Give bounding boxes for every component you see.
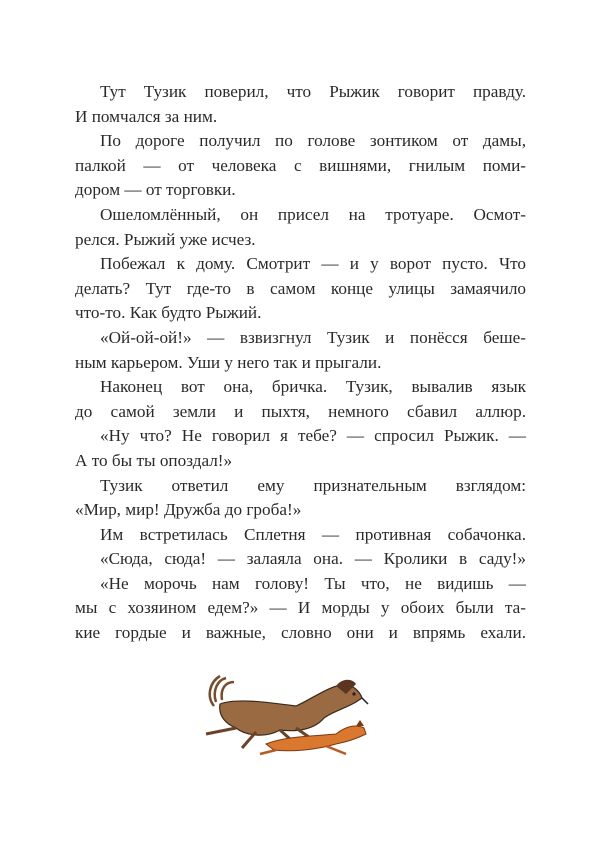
- paragraph: [75, 424, 526, 473]
- paragraph: [75, 80, 526, 129]
- text-line: А то бы ты опоздал!»: [75, 450, 233, 470]
- text-line: ным карьером. Уши у него так и прыгали.: [75, 352, 382, 372]
- text-line: Тут Тузик поверил, что Рыжик говорит правду.: [100, 82, 526, 101]
- text-line: Ошеломлённый, он присел на тротуаре. Осмот-: [100, 204, 526, 224]
- text-line: Наконец вот она, бричка. Тузик, вывалив язык: [100, 377, 526, 397]
- text-line: По дороге получил по голове зонтиком от дамы,: [100, 131, 526, 151]
- text-line: «Мир, мир! Дружба до гроба!»: [75, 500, 302, 520]
- text-line: «Не морочь нам голову! Ты что, не видишь —: [100, 573, 526, 593]
- running-dogs-illustration-icon: [196, 668, 380, 758]
- page-text: [75, 80, 526, 646]
- text-line: Им встретилась Сплетня — противная собачонка.: [100, 524, 526, 544]
- text-line: дором — от торговки.: [75, 180, 236, 200]
- paragraph: [75, 474, 526, 523]
- text-line: палкой — от человека с вишнями, гнилым поми-: [75, 155, 526, 175]
- text-line: И помчался за ним.: [75, 106, 218, 126]
- text-line: Тузик ответил ему признательным взглядом:: [100, 475, 526, 495]
- paragraph: [75, 203, 526, 252]
- text-line: делать? Тут где-то в самом конце улицы замаячило: [75, 278, 526, 298]
- paragraph: [75, 326, 526, 375]
- text-line: мы с хозяином едем?» — И морды у обоих были та-: [75, 598, 526, 618]
- paragraph: [75, 129, 526, 203]
- text-line: кие гордые и важные, словно они и впрямь ехали.: [75, 623, 526, 643]
- text-line: что-то. Как будто Рыжий.: [75, 303, 262, 323]
- paragraph: [75, 252, 526, 326]
- text-line: «Ой-ой-ой!» — взвизгнул Тузик и понёсся беше-: [100, 327, 526, 347]
- text-line: «Сюда, сюда! — залаяла она. — Кролики в саду!»: [100, 549, 526, 569]
- text-line: «Ну что? Не говорил я тебе? — спросил Рыжик. —: [100, 426, 526, 446]
- text-line: Побежал к дому. Смотрит — и у ворот пусто. Что: [100, 254, 526, 274]
- text-line: до самой земли и пыхтя, немного сбавил аллюр.: [75, 401, 526, 421]
- paragraph: [75, 547, 526, 572]
- text-line: релся. Рыжий уже исчез.: [75, 229, 256, 249]
- paragraph: [75, 523, 526, 548]
- paragraph: [75, 375, 526, 424]
- paragraph: [75, 572, 526, 646]
